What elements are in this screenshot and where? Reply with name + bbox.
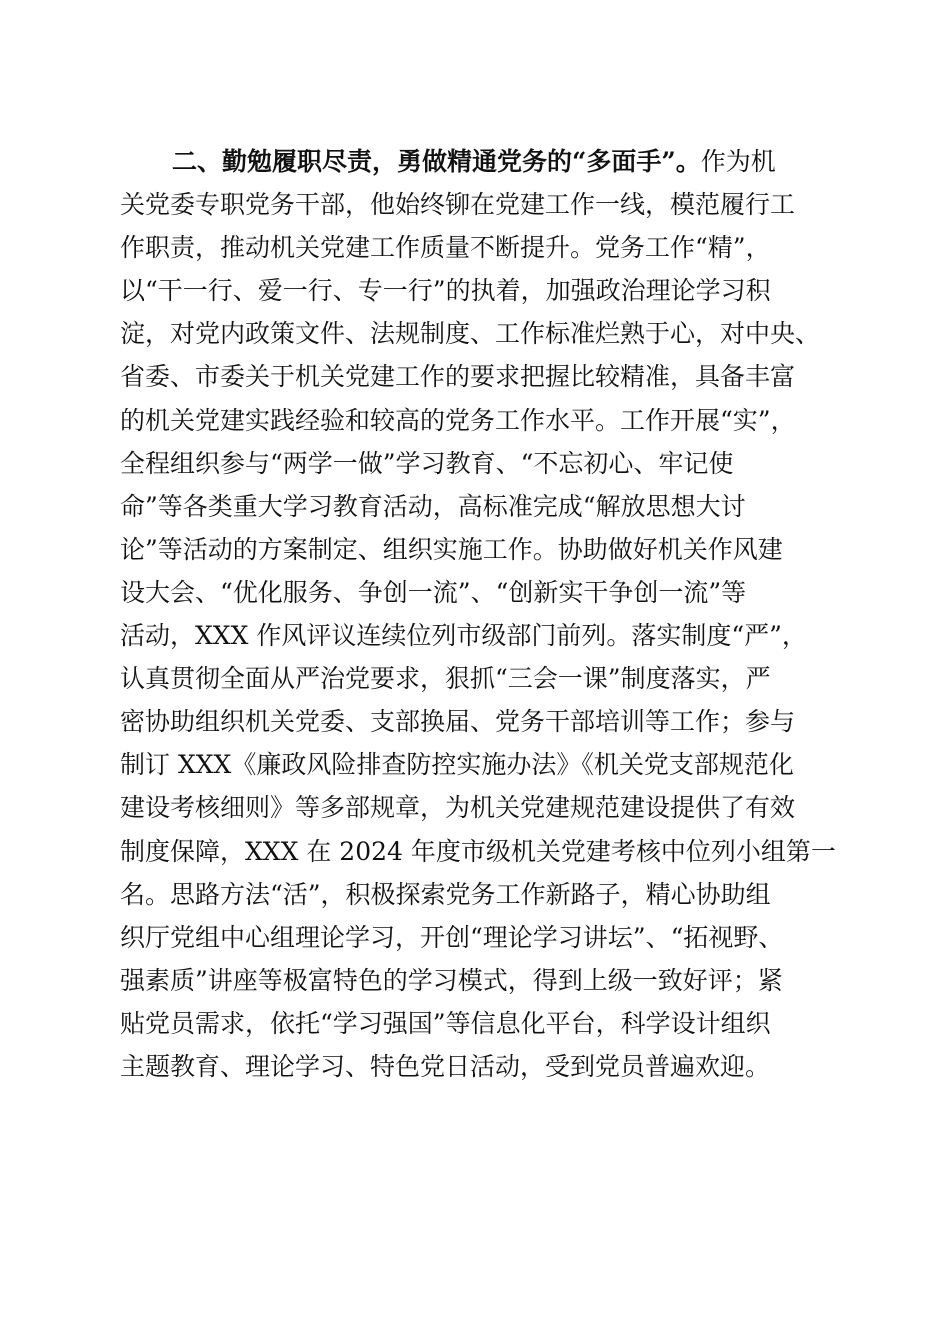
body-paragraph	[120, 140, 852, 1088]
paragraph-line-19: 织厅党组中心组理论学习，开创“理论学习讲坛”、“拓视野、	[120, 922, 784, 952]
paragraph-line-21: 贴党员需求，依托“学习强国”等信息化平台，科学设计组织	[120, 1008, 771, 1038]
paragraph-line-6: 省委、市委关于机关党建工作的要求把握比较精准，具备丰富	[120, 362, 796, 392]
paragraph-line-12: 活动，XXX 作风评议连续位列市级部门前列。落实制度“严”，	[120, 621, 807, 651]
paragraph-line-22: 主题教育、理论学习、特色党日活动，受到党员普遍欢迎。	[120, 1051, 771, 1081]
paragraph-line-20: 强素质”讲座等极富特色的学习模式，得到上级一致好评；紧	[120, 965, 783, 995]
paragraph-line-2: 关党委专职党务干部，他始终铆在党建工作一线，模范履行工	[120, 190, 796, 220]
paragraph-line-5: 淀，对党内政策文件、法规制度、工作标准烂熟于心，对中央、	[120, 319, 821, 349]
paragraph-line-1	[172, 140, 852, 183]
paragraph-line-9: 命”等各类重大学习教育活动，高标准完成“解放思想大讨	[120, 491, 746, 521]
paragraph-line-11: 设大会、“优化服务、争创一流”、“创新实干争创一流”等	[120, 577, 747, 607]
paragraph-line-text: 作为机	[700, 147, 776, 176]
paragraph-line-3: 作职责，推动机关党建工作质量不断提升。党务工作“精”，	[120, 233, 771, 263]
paragraph-line-15: 制订 XXX《廉政风险排查防控实施办法》《机关党支部规范化	[120, 750, 794, 780]
section-heading: 二、勤勉履职尽责，勇做精通党务的“多面手”。	[172, 147, 701, 176]
paragraph-line-10: 论”等活动的方案制定、组织实施工作。协助做好机关作风建	[120, 534, 783, 564]
paragraph-line-17: 制度保障，XXX 在 2024 年度市级机关党建考核中位列小组第一	[120, 836, 836, 866]
paragraph-line-7: 的机关党建实践经验和较高的党务工作水平。工作开展“实”，	[120, 405, 796, 435]
paragraph-line-16: 建设考核细则》等多部规章，为机关党建规范建设提供了有效	[120, 793, 796, 823]
paragraph-line-18: 名。思路方法“活”，积极探索党务工作新路子，精心协助组	[120, 879, 771, 909]
paragraph-line-13: 认真贯彻全面从严治党要求，狠抓“三会一课”制度落实，严	[120, 664, 771, 694]
paragraph-line-14: 密协助组织机关党委、支部换届、党务干部培训等工作；参与	[120, 707, 796, 737]
paragraph-line-4: 以“干一行、爱一行、专一行”的执着，加强政治理论学习积	[120, 276, 771, 306]
paragraph-line-8: 全程组织参与“两学一做”学习教育、“不忘初心、牢记使	[120, 448, 734, 478]
